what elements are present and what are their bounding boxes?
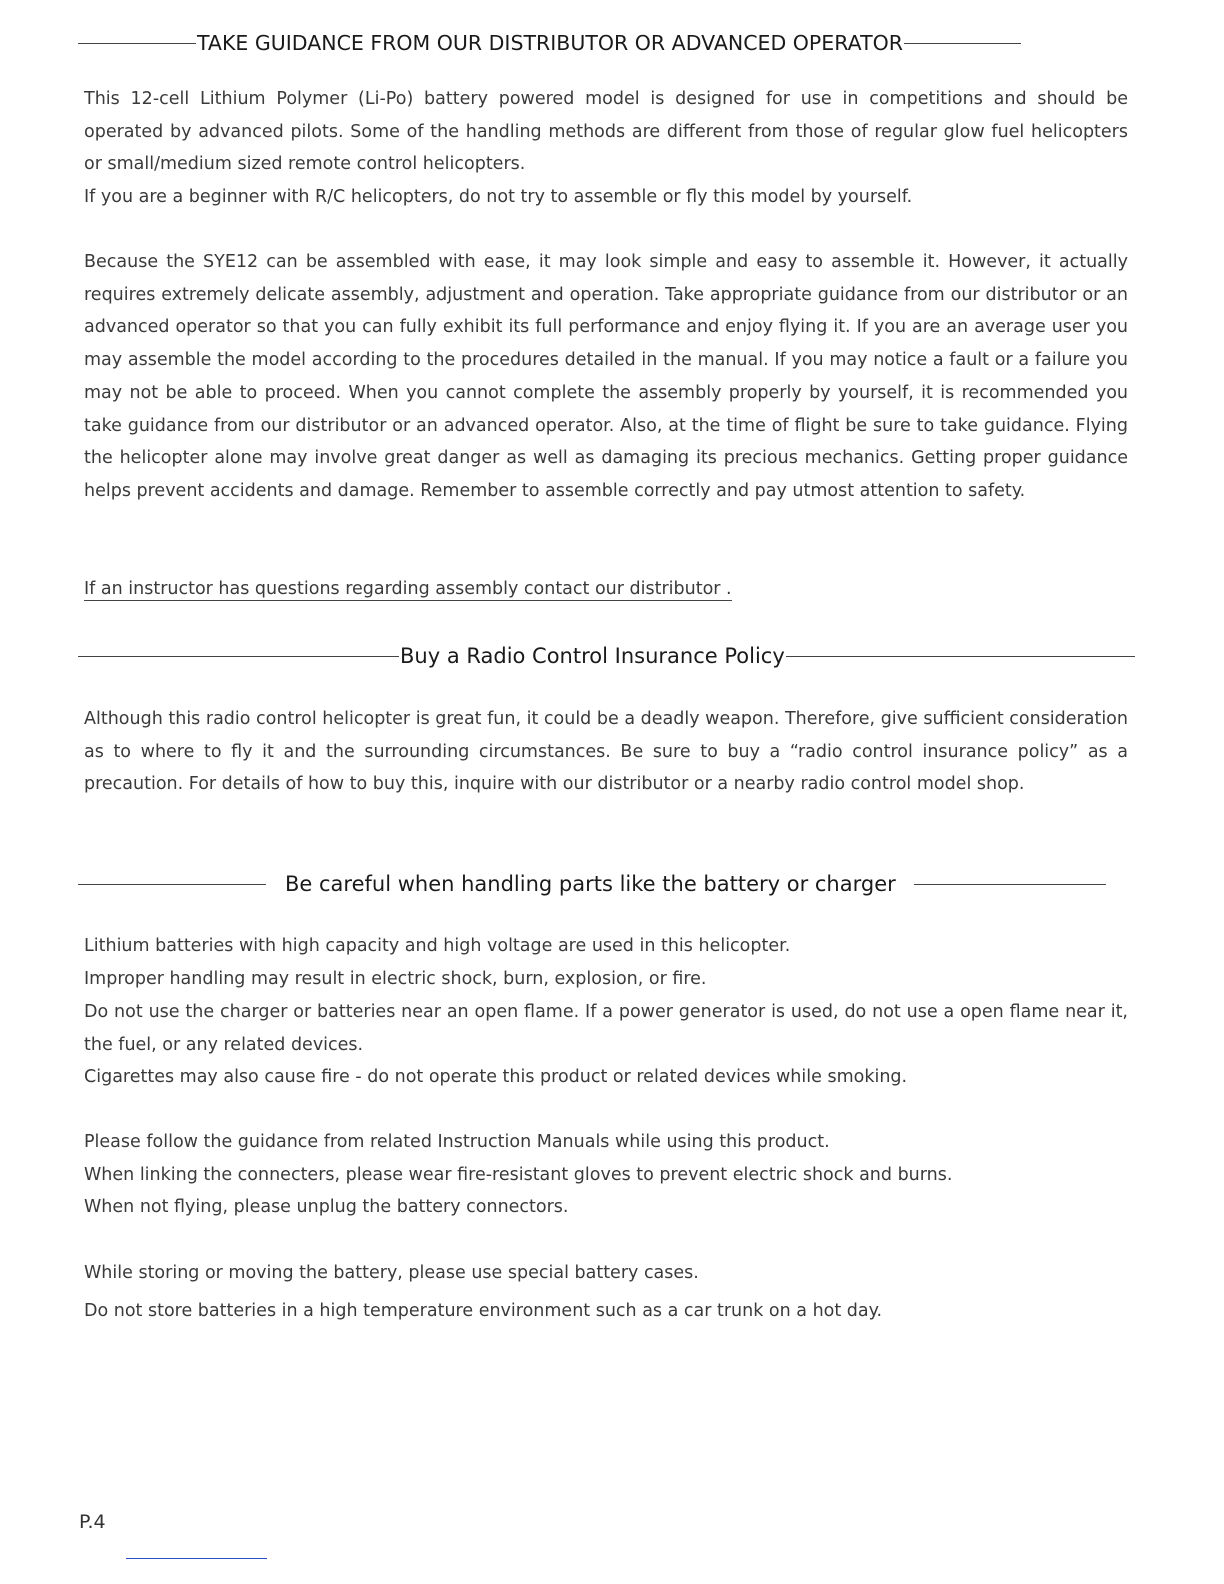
insurance-paragraph: Although this radio control helicopter is great fun, it could be a deadly weapon. Therefore, give sufficient consideration as to where to fly it and the surrounding circumstances. Be sure to buy a “radio control insurance policy” as a precaution. For details of how to buy this, inquire with our distributor or a nearby radio control model shop. bbox=[84, 709, 1128, 795]
heading-text: Buy a Radio Control Insurance Policy bbox=[400, 644, 785, 668]
battery-line: Improper handling may result in electric shock, burn, explosion, or fire. bbox=[84, 969, 707, 989]
page-number: P.4 bbox=[79, 1511, 106, 1533]
battery-line: When not flying, please unplug the battery connectors. bbox=[84, 1197, 569, 1217]
battery-line: Do not use the charger or batteries near an open flame. If a power generator is used, do not use a open flame near it, the fuel, or any related devices. bbox=[84, 1002, 1128, 1055]
footer-rule bbox=[126, 1558, 267, 1559]
battery-line: Do not store batteries in a high temperature environment such as a car trunk on a hot day. bbox=[84, 1301, 883, 1321]
heading-rule-left bbox=[78, 43, 196, 44]
heading-rule-right bbox=[786, 656, 1135, 657]
battery-line: When linking the connecters, please wear fire-resistant gloves to prevent electric shock and burns. bbox=[84, 1165, 953, 1185]
battery-line: While storing or moving the battery, please use special battery cases. bbox=[84, 1263, 699, 1283]
heading-text: Be careful when handling parts like the battery or charger bbox=[285, 872, 896, 896]
battery-line: Lithium batteries with high capacity and high voltage are used in this helicopter. bbox=[84, 936, 791, 956]
heading-text: TAKE GUIDANCE FROM OUR DISTRIBUTOR OR ADVANCED OPERATOR bbox=[197, 31, 903, 55]
section-heading-insurance bbox=[78, 639, 1135, 673]
section-heading-guidance bbox=[78, 26, 1135, 60]
guidance-beginner-warning: If you are a beginner with R/C helicopters, do not try to assemble or fly this model by yourself. bbox=[84, 187, 913, 207]
section-heading-battery bbox=[78, 867, 1135, 901]
heading-rule-left bbox=[78, 884, 266, 885]
heading-rule-right bbox=[914, 884, 1106, 885]
guidance-contact-note bbox=[84, 573, 1128, 606]
heading-rule-right bbox=[904, 43, 1021, 44]
battery-line: Please follow the guidance from related Instruction Manuals while using this product. bbox=[84, 1132, 830, 1152]
guidance-paragraph-assembly: Because the SYE12 can be assembled with ease, it may look simple and easy to assemble it. However, it actually requires extremely delicate assembly, adjustment and operation. Take appropriate guidance from our distributor or an advanced operator so that you can fully exhibit its full performance and enjoy flying it. If you are an average user you may assemble the model according to the procedures detailed in the manual. If you may notice a fault or a failure you may not be able to proceed. When you cannot complete the assembly properly by yourself, it is recommended you take guidance from our distributor or an advanced operator. Also, at the time of flight be sure to take guidance. Flying the helicopter alone may involve great danger as well as damaging its precious mechanics. Getting proper guidance helps prevent accidents and damage. Remember to assemble correctly and pay utmost attention to safety. bbox=[84, 252, 1128, 501]
guidance-paragraph-intro: This 12-cell Lithium Polymer (Li-Po) battery powered model is designed for use in competitions and should be operated by advanced pilots. Some of the handling methods are different from those of regular glow fuel helicopters or small/medium sized remote control helicopters. bbox=[84, 89, 1128, 175]
battery-line: Cigarettes may also cause fire - do not operate this product or related devices while smoking. bbox=[84, 1067, 908, 1087]
heading-rule-left bbox=[78, 656, 399, 657]
contact-distributor-link: If an instructor has questions regarding assembly contact our distributor . bbox=[84, 579, 732, 599]
